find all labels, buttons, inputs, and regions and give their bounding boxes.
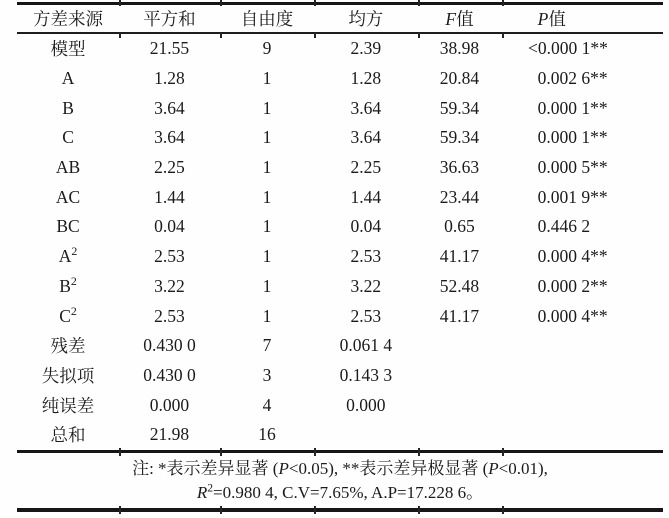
table-cell: 1 <box>262 157 272 178</box>
table-cell: 1 <box>262 305 272 326</box>
table-row <box>17 182 663 212</box>
column-boundary-tick <box>418 32 420 38</box>
table-cell: 0.000 <box>149 394 190 415</box>
text-run: 值 <box>456 9 474 29</box>
table-cell: 0.446 2 <box>537 216 591 237</box>
column-boundary-tick <box>119 448 121 456</box>
table-cell: 0.000 1** <box>537 127 608 148</box>
table-top-rule <box>17 2 663 5</box>
row-label: 残差 <box>50 336 86 357</box>
note-line-1 <box>17 457 663 481</box>
table-cell: 0.000 2** <box>537 275 608 296</box>
column-header <box>418 6 502 31</box>
table-cell: 0.000 1** <box>537 97 608 118</box>
row-label: AC <box>55 186 81 207</box>
column-boundary-tick <box>220 448 222 456</box>
table-cell: 0.000 5** <box>537 157 608 178</box>
column-boundary-tick <box>119 32 121 38</box>
table-row <box>17 242 663 272</box>
column-boundary-tick <box>314 32 316 38</box>
table-cell: 41.17 <box>439 305 480 326</box>
column-header <box>501 6 663 31</box>
column-boundary-tick <box>314 448 316 456</box>
table-row <box>17 153 663 183</box>
column-boundary-tick <box>314 0 316 6</box>
table-row <box>17 212 663 242</box>
row-label: BC <box>56 216 80 237</box>
row-label: B <box>62 97 74 118</box>
column-boundary-tick <box>502 506 504 514</box>
table-cell: 0.061 4 <box>339 335 393 356</box>
table-cell: 0.000 <box>346 394 386 415</box>
text-run: 值 <box>548 9 566 29</box>
table-cell: 1.28 <box>350 68 382 89</box>
table-cell: 16 <box>258 424 276 445</box>
table-cell: 4 <box>262 394 272 415</box>
table-cell: 0.65 <box>444 216 475 237</box>
table-bottom-rule <box>17 508 663 512</box>
table-cell: 0.430 0 <box>143 364 196 385</box>
table-cell: 0.000 4** <box>537 246 608 267</box>
italic-symbol: P <box>537 9 549 29</box>
table-row <box>17 123 663 153</box>
table-cell: 20.84 <box>439 68 480 89</box>
row-label: 失拟项 <box>41 365 95 386</box>
table-cell: 0.002 6** <box>537 68 608 89</box>
column-boundary-tick <box>220 32 222 38</box>
table-cell: 41.17 <box>439 246 480 267</box>
table-cell: 1 <box>262 246 272 267</box>
row-label: A <box>61 68 75 89</box>
table-row <box>17 331 663 361</box>
table-cell: 1.44 <box>154 186 185 207</box>
table-cell: 1 <box>262 68 272 89</box>
table-cell: 1.44 <box>350 186 382 207</box>
table-cell: 9 <box>262 38 272 59</box>
text-run: 自由度 <box>240 9 294 29</box>
italic-symbol: P <box>278 458 289 478</box>
row-label: 纯误差 <box>41 395 95 416</box>
table-cell: 21.98 <box>149 424 190 445</box>
column-boundary-tick <box>418 506 420 514</box>
table-header-row <box>17 5 663 32</box>
table-cell: 3.64 <box>154 127 185 148</box>
column-header <box>220 6 314 31</box>
text-run: <0.05), **表示差异极显著 ( <box>288 458 489 478</box>
table-cell: 0.001 9** <box>537 186 608 207</box>
column-boundary-tick <box>119 506 121 514</box>
table-cell: 3 <box>262 364 272 385</box>
table-cell: 23.44 <box>439 186 480 207</box>
table-cell: 21.55 <box>149 38 190 59</box>
note-line-2 <box>17 481 663 505</box>
table-cell: 0.04 <box>350 216 382 237</box>
table-body <box>17 34 663 450</box>
table-row <box>17 361 663 391</box>
note-top-rule <box>17 450 663 453</box>
table-cell: 3.22 <box>350 275 382 296</box>
table-cell: 1 <box>262 127 272 148</box>
table-cell: 1 <box>262 186 272 207</box>
anova-table <box>17 2 663 512</box>
row-label: C <box>62 127 74 148</box>
table-cell: 1 <box>262 275 272 296</box>
table-cell: 1 <box>262 97 272 118</box>
table-cell: 52.48 <box>439 275 480 296</box>
table-cell: 1.28 <box>154 68 185 89</box>
table-row <box>17 301 663 331</box>
table-cell: 0.430 0 <box>143 335 196 356</box>
column-boundary-tick <box>502 448 504 456</box>
italic-symbol: P <box>488 458 499 478</box>
table-cell: 0.143 3 <box>339 364 393 385</box>
column-header <box>17 6 119 31</box>
table-note <box>17 453 663 508</box>
text-run: 注: *表示差异显著 ( <box>132 458 279 478</box>
row-label: AB <box>55 157 81 178</box>
table-cell: 7 <box>262 335 272 356</box>
table-row <box>17 93 663 123</box>
table-cell: 0.000 4** <box>537 305 608 326</box>
table-cell: 1 <box>262 216 272 237</box>
italic-symbol: F <box>445 9 457 29</box>
text-run: <0.01), <box>498 458 548 478</box>
table-row <box>17 272 663 302</box>
table-cell: 59.34 <box>439 127 480 148</box>
table-cell: 3.22 <box>154 275 185 296</box>
table-cell: 2.39 <box>350 38 382 59</box>
column-boundary-tick <box>502 32 504 38</box>
column-boundary-tick <box>314 506 316 514</box>
table-row <box>17 64 663 94</box>
column-boundary-tick <box>418 0 420 6</box>
table-row <box>17 420 663 450</box>
row-label: 总和 <box>50 425 86 446</box>
column-boundary-tick <box>418 448 420 456</box>
table-cell: 3.64 <box>350 97 382 118</box>
text-run: 方差来源 <box>33 9 104 29</box>
table-cell: 59.34 <box>439 97 480 118</box>
column-boundary-tick <box>119 0 121 6</box>
row-label: 模型 <box>50 39 86 60</box>
table-cell: 2.53 <box>350 305 382 326</box>
table-row <box>17 34 663 64</box>
text-run: 均方 <box>348 9 384 29</box>
row-label: $B^2$ <box>59 274 77 296</box>
table-cell: 0.04 <box>154 216 185 237</box>
table-cell: 3.64 <box>154 97 185 118</box>
column-header <box>119 6 220 31</box>
table-cell: 2.53 <box>154 246 185 267</box>
text-run: $^2$=0.980 4, C.V=7.65%, A.P=17.228 6。 <box>207 480 484 502</box>
column-boundary-tick <box>502 0 504 6</box>
table-cell: 2.53 <box>350 246 382 267</box>
column-boundary-tick <box>220 0 222 6</box>
table-cell: 38.98 <box>439 38 480 59</box>
text-run: 平方和 <box>143 9 196 29</box>
column-boundary-tick <box>220 506 222 514</box>
column-header <box>314 6 417 31</box>
table-cell: 36.63 <box>439 157 480 178</box>
table-cell: 2.25 <box>154 157 185 178</box>
table-cell: <0.000 1** <box>528 38 608 59</box>
italic-symbol: R <box>196 482 208 502</box>
header-rule <box>17 32 663 34</box>
row-label: $A^2$ <box>58 244 78 267</box>
table-cell: 2.53 <box>154 305 185 326</box>
row-label: $C^2$ <box>59 303 77 326</box>
table-row <box>17 390 663 420</box>
table-cell: 2.25 <box>350 157 382 178</box>
table-cell: 3.64 <box>350 127 382 148</box>
